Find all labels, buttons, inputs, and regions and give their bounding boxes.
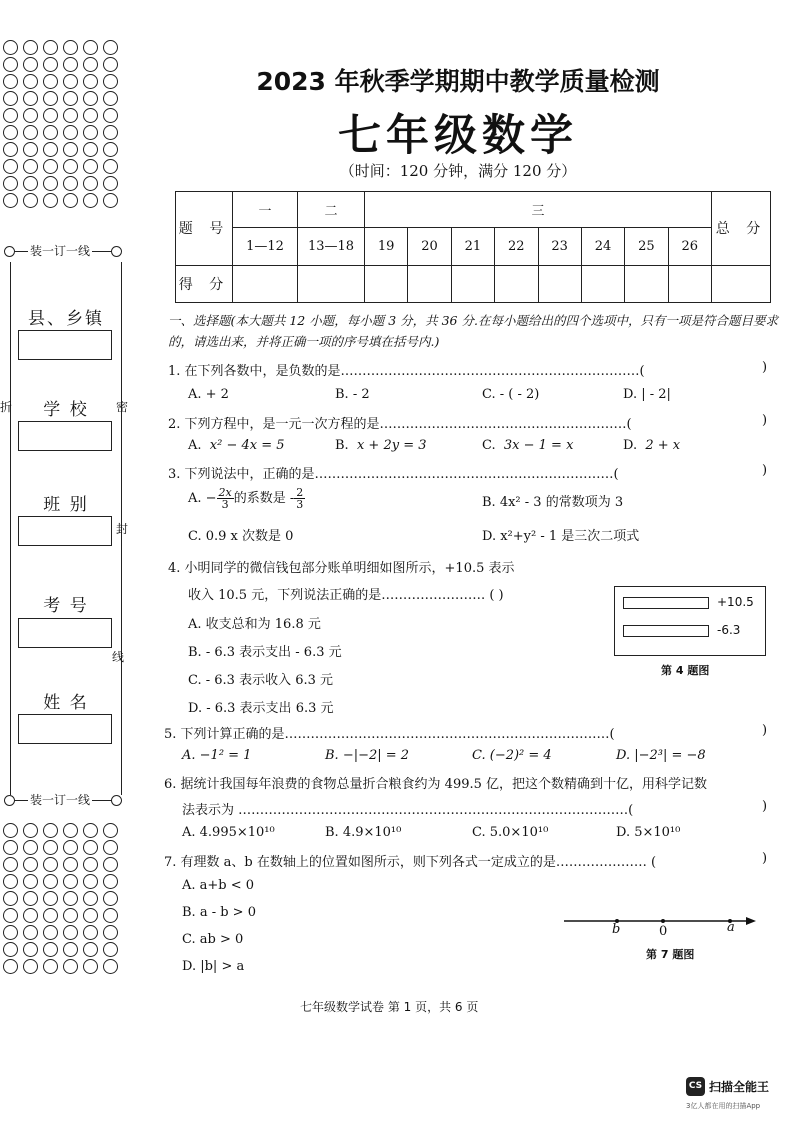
- binding-hole: [3, 959, 18, 974]
- q2-option-b: [335, 438, 427, 453]
- binding-hole: [43, 857, 58, 872]
- column-header: 21: [451, 228, 494, 265]
- binding-hole: [23, 942, 38, 957]
- binding-hole: [23, 176, 38, 191]
- binding-hole: [63, 108, 78, 123]
- exam-time-info: （时间：120 分钟，满分 120 分）: [339, 162, 577, 180]
- q7-option-b: B. a - b > 0: [182, 905, 256, 920]
- binding-hole: [3, 40, 18, 55]
- binding-hole: [83, 40, 98, 55]
- column-header: 22: [495, 228, 538, 265]
- q3-frac-numerator: 2: [296, 486, 304, 499]
- q1-answer-paren[interactable]: ): [762, 360, 768, 375]
- q7-option-d: D. |b| > a: [182, 959, 245, 974]
- section-header: 三: [365, 192, 712, 228]
- exam-number-field[interactable]: [18, 618, 112, 648]
- section-header: 二: [298, 192, 365, 228]
- q2-option-c-label: C.: [482, 438, 496, 453]
- binding-hole: [103, 908, 118, 923]
- column-header: 13—18: [298, 228, 365, 265]
- binding-hole: [3, 942, 18, 957]
- q1-option-b: B. - 2: [335, 387, 370, 402]
- binding-hole: [43, 874, 58, 889]
- score-cell[interactable]: [233, 265, 298, 302]
- score-table: [175, 191, 771, 303]
- binding-hole: [43, 159, 58, 174]
- binding-hole: [23, 925, 38, 940]
- binding-hole: [83, 108, 98, 123]
- binding-hole: [83, 925, 98, 940]
- binding-hole: [23, 108, 38, 123]
- field-label-school: 学 校: [43, 400, 89, 420]
- q3-option-d: D. x²+y² - 1 是三次二项式: [482, 529, 640, 544]
- q1-option-a: A. + 2: [188, 387, 229, 402]
- binding-hole: [83, 91, 98, 106]
- binding-hole: [103, 40, 118, 55]
- binding-hole: [3, 176, 18, 191]
- binding-hole: [23, 40, 38, 55]
- score-row-header: 得 分: [176, 265, 233, 302]
- binding-hole: [83, 57, 98, 72]
- binding-hole: [83, 959, 98, 974]
- binding-hole: [3, 57, 18, 72]
- binding-hole: [103, 74, 118, 89]
- q4-figure-caption: 第 4 题图: [661, 664, 710, 677]
- q6-stem-line2: 法表示为 ………………………………………………………………………………(: [182, 803, 634, 818]
- binding-hole: [63, 874, 78, 889]
- number-line-label-0: 0: [659, 924, 668, 939]
- binding-hole: [63, 193, 78, 208]
- binding-hole: [83, 891, 98, 906]
- q7-figure-caption: 第 7 题图: [646, 948, 695, 961]
- q2-option-c: [482, 438, 573, 453]
- q4-figure-wallet-bill: [614, 586, 766, 656]
- binding-hole: [83, 176, 98, 191]
- binding-hole: [83, 908, 98, 923]
- binding-hole: [63, 40, 78, 55]
- binding-hole: [43, 142, 58, 157]
- binding-hole: [43, 91, 58, 106]
- binding-hole: [103, 874, 118, 889]
- column-header: 23: [538, 228, 581, 265]
- binding-hole: [3, 108, 18, 123]
- camscanner-tagline: 3亿人都在用的扫描App: [686, 1102, 761, 1110]
- binding-hole: [43, 176, 58, 191]
- number-line-label-a: a: [727, 920, 735, 935]
- binding-hole: [3, 91, 18, 106]
- q7-answer-paren[interactable]: ): [762, 851, 768, 866]
- binding-hole: [103, 959, 118, 974]
- binding-hole: [3, 874, 18, 889]
- q1-stem: 1. 在下列各数中，是负数的是……………………………………………………………(: [168, 364, 645, 379]
- binding-hole: [63, 125, 78, 140]
- binding-hole: [43, 925, 58, 940]
- binding-hole: [103, 176, 118, 191]
- binding-line-label: 装一订一线: [30, 244, 91, 258]
- score-cell[interactable]: [365, 265, 408, 302]
- binding-hole: [63, 142, 78, 157]
- q3-answer-paren[interactable]: ): [762, 463, 768, 478]
- binding-hole: [103, 193, 118, 208]
- binding-hole: [103, 891, 118, 906]
- q3-frac-numerator: 2x: [218, 486, 232, 499]
- binding-hole: [43, 193, 58, 208]
- binding-hole: [63, 891, 78, 906]
- binding-hole: [63, 959, 78, 974]
- q6-option-d: D. 5×10¹⁰: [616, 825, 681, 840]
- binding-hole: [63, 908, 78, 923]
- binding-hole: [23, 840, 38, 855]
- page-footer: 七年级数学试卷 第 1 页，共 6 页: [300, 1000, 479, 1014]
- binding-dots-top: [3, 40, 121, 208]
- binding-hole: [103, 823, 118, 838]
- binding-hole: [43, 942, 58, 957]
- binding-hole: [83, 823, 98, 838]
- field-label-exam-number: 考 号: [43, 596, 89, 616]
- column-header: 19: [365, 228, 408, 265]
- binding-hole: [63, 942, 78, 957]
- q5-option-c: C. (−2)² = 4: [472, 748, 552, 763]
- q2-stem: 2. 下列方程中，是一元一次方程的是…………………………………………………(: [168, 417, 632, 432]
- binding-hole: [83, 142, 98, 157]
- q5-option-b: B. −|−2| = 2: [325, 748, 410, 763]
- binding-hole: [3, 857, 18, 872]
- subject-title: 七年级数学: [338, 111, 578, 161]
- q4-option-c: C. - 6.3 表示收入 6.3 元: [188, 673, 334, 688]
- binding-hole: [103, 125, 118, 140]
- column-header: 20: [408, 228, 451, 265]
- binding-hole: [63, 91, 78, 106]
- bill-bar-expense: [623, 625, 709, 637]
- total-score-header: 总 分: [712, 192, 771, 266]
- bill-value-expense: -6.3: [717, 623, 741, 637]
- binding-hole: [43, 823, 58, 838]
- binding-vertical-line-left: [10, 262, 11, 795]
- q4-option-d: D. - 6.3 表示支出 6.3 元: [188, 701, 334, 716]
- q2-option-b-label: B.: [335, 438, 349, 453]
- q5-answer-paren[interactable]: ): [762, 723, 768, 738]
- q3-option-a: [188, 487, 305, 510]
- field-label-class: 班 别: [43, 495, 89, 515]
- binding-hole: [43, 908, 58, 923]
- binding-hole: [103, 108, 118, 123]
- binding-hole: [43, 125, 58, 140]
- score-cell[interactable]: [668, 265, 711, 302]
- binding-line-top: [0, 245, 126, 259]
- camscanner-name: 扫描全能王: [709, 1080, 770, 1094]
- binding-hole: [3, 142, 18, 157]
- binding-hole: [3, 159, 18, 174]
- binding-hole: [43, 74, 58, 89]
- binding-hole: [23, 125, 38, 140]
- binding-hole: [3, 74, 18, 89]
- binding-hole: [63, 925, 78, 940]
- q2-option-a: [188, 438, 285, 453]
- q4-option-a: A. 收支总和为 16.8 元: [188, 617, 321, 632]
- section1-intro: 一、选择题(本大题共 12 小题，每小题 3 分，共 36 分.在每小题给出的四个选项中，只有一项是符合题目要求的，请选出来，并将正确一项的序号填在括号内.): [168, 313, 778, 349]
- camscanner-logo-icon: CS: [686, 1077, 705, 1096]
- q2-answer-paren[interactable]: ): [762, 413, 768, 428]
- score-cell[interactable]: [625, 265, 668, 302]
- bill-value-income: +10.5: [717, 595, 754, 609]
- q6-option-a: A. 4.995×10¹⁰: [182, 825, 275, 840]
- q6-stem-line1: 6. 据统计我国每年浪费的食物总量折合粮食约为 499.5 亿，把这个数精确到十亿，用科学记数: [164, 777, 708, 792]
- q4-stem-line1: 4. 小明同学的微信钱包部分账单明细如图所示，+10.5 表示: [168, 561, 515, 576]
- q3-frac-denominator: 3: [221, 498, 229, 511]
- binding-hole: [3, 125, 18, 140]
- binding-hole: [23, 193, 38, 208]
- q1-option-d: D. | - 2|: [623, 387, 671, 402]
- binding-hole: [83, 874, 98, 889]
- binding-hole: [23, 874, 38, 889]
- binding-hole: [83, 74, 98, 89]
- q6-answer-paren[interactable]: ): [762, 799, 768, 814]
- binding-hole: [43, 40, 58, 55]
- score-cell[interactable]: [408, 265, 451, 302]
- q4-option-b: B. - 6.3 表示支出 - 6.3 元: [188, 645, 342, 660]
- column-header: 26: [668, 228, 711, 265]
- field-label-name: 姓 名: [43, 693, 89, 713]
- binding-hole: [3, 193, 18, 208]
- score-cell[interactable]: [451, 265, 494, 302]
- q7-option-a: A. a+b < 0: [182, 878, 255, 893]
- q2-option-a-expr: x² − 4x = 5: [209, 438, 285, 453]
- score-cell[interactable]: [298, 265, 365, 302]
- q6-option-b: B. 4.9×10¹⁰: [325, 825, 402, 840]
- binding-hole: [23, 908, 38, 923]
- number-line-arrow: [746, 917, 756, 925]
- binding-hole: [43, 891, 58, 906]
- binding-hole: [3, 925, 18, 940]
- q2-option-d: [623, 438, 680, 453]
- binding-hole: [63, 823, 78, 838]
- binding-hole: [3, 840, 18, 855]
- q7-option-c: C. ab > 0: [182, 932, 244, 947]
- county-field[interactable]: [18, 330, 112, 360]
- binding-hole: [23, 74, 38, 89]
- binding-line-bottom: [0, 794, 126, 808]
- binding-hole: [23, 823, 38, 838]
- binding-hole: [103, 91, 118, 106]
- q4-stem-line2: 收入 10.5 元，下列说法正确的是…………………… ( ): [188, 588, 504, 603]
- q5-option-d: D. |−2³| = −8: [616, 748, 706, 763]
- binding-hole: [103, 57, 118, 72]
- q7-stem: 7. 有理数 a、b 在数轴上的位置如图所示，则下列各式一定成立的是………………… (: [164, 855, 657, 870]
- number-line-point-0: [661, 919, 665, 923]
- binding-hole: [3, 908, 18, 923]
- binding-hole: [63, 857, 78, 872]
- column-header: 25: [625, 228, 668, 265]
- bill-bar-income: [623, 597, 709, 609]
- binding-hole: [63, 159, 78, 174]
- q2-option-b-expr: x + 2y = 3: [356, 438, 427, 453]
- score-cell[interactable]: [495, 265, 538, 302]
- q3-option-b: B. 4x² - 3 的常数项为 3: [482, 495, 624, 510]
- q3-option-c: C. 0.9 x 次数是 0: [188, 529, 294, 544]
- binding-hole: [63, 57, 78, 72]
- binding-hole: [3, 891, 18, 906]
- q3-frac-denominator: 3: [296, 498, 304, 511]
- q3-option-a-text: 的系数是 -: [233, 491, 295, 506]
- binding-hole: [103, 159, 118, 174]
- binding-hole: [83, 125, 98, 140]
- edge-mark-fold: 折: [0, 400, 13, 414]
- binding-dots-bottom: [3, 823, 121, 974]
- binding-hole: [103, 840, 118, 855]
- binding-hole: [43, 959, 58, 974]
- binding-hole: [43, 840, 58, 855]
- binding-hole: [63, 840, 78, 855]
- binding-hole: [103, 925, 118, 940]
- q6-option-c: C. 5.0×10¹⁰: [472, 825, 549, 840]
- q2-option-c-expr: 3x − 1 = x: [503, 438, 574, 453]
- binding-hole: [83, 840, 98, 855]
- score-cell[interactable]: [581, 265, 624, 302]
- number-line-label-b: b: [612, 922, 621, 937]
- binding-hole: [23, 159, 38, 174]
- q5-option-a: A. −1² = 1: [182, 748, 252, 763]
- column-header: 24: [581, 228, 624, 265]
- binding-hole: [103, 857, 118, 872]
- school-field[interactable]: [18, 421, 112, 451]
- name-field[interactable]: [18, 714, 112, 744]
- binding-hole: [63, 74, 78, 89]
- class-field[interactable]: [18, 516, 112, 546]
- edge-mark-seal-2: 封: [116, 522, 129, 536]
- question-number-header: 题 号: [176, 192, 233, 266]
- binding-line-label: 装一订一线: [30, 793, 91, 807]
- score-cell[interactable]: [712, 265, 771, 302]
- binding-hole: [83, 942, 98, 957]
- binding-hole: [23, 959, 38, 974]
- binding-hole: [23, 857, 38, 872]
- q3-stem: 3. 下列说法中，正确的是……………………………………………………………(: [168, 467, 619, 482]
- edge-mark-line: 线: [112, 650, 125, 664]
- q1-option-c: C. - ( - 2): [482, 387, 540, 402]
- binding-hole: [83, 857, 98, 872]
- q3-option-a-label: A. −: [188, 491, 217, 506]
- q5-stem: 5. 下列计算正确的是…………………………………………………………………(: [164, 727, 615, 742]
- q2-option-d-label: D.: [623, 438, 638, 453]
- binding-hole: [63, 176, 78, 191]
- binding-hole: [83, 193, 98, 208]
- binding-hole: [83, 159, 98, 174]
- q2-option-d-expr: 2 + x: [645, 438, 681, 453]
- column-header: 1—12: [233, 228, 298, 265]
- binding-hole: [103, 142, 118, 157]
- binding-hole: [43, 57, 58, 72]
- binding-hole: [103, 942, 118, 957]
- q2-option-a-label: A.: [188, 438, 202, 453]
- edge-mark-seal-1: 密: [116, 400, 129, 414]
- binding-hole: [3, 823, 18, 838]
- binding-hole: [23, 142, 38, 157]
- binding-hole: [23, 91, 38, 106]
- section-header: 一: [233, 192, 298, 228]
- binding-hole: [23, 891, 38, 906]
- field-label-county: 县、乡镇: [28, 309, 104, 329]
- exam-title: 2023 年秋季学期期中教学质量检测: [256, 67, 660, 96]
- binding-hole: [43, 108, 58, 123]
- score-cell[interactable]: [538, 265, 581, 302]
- binding-hole: [23, 57, 38, 72]
